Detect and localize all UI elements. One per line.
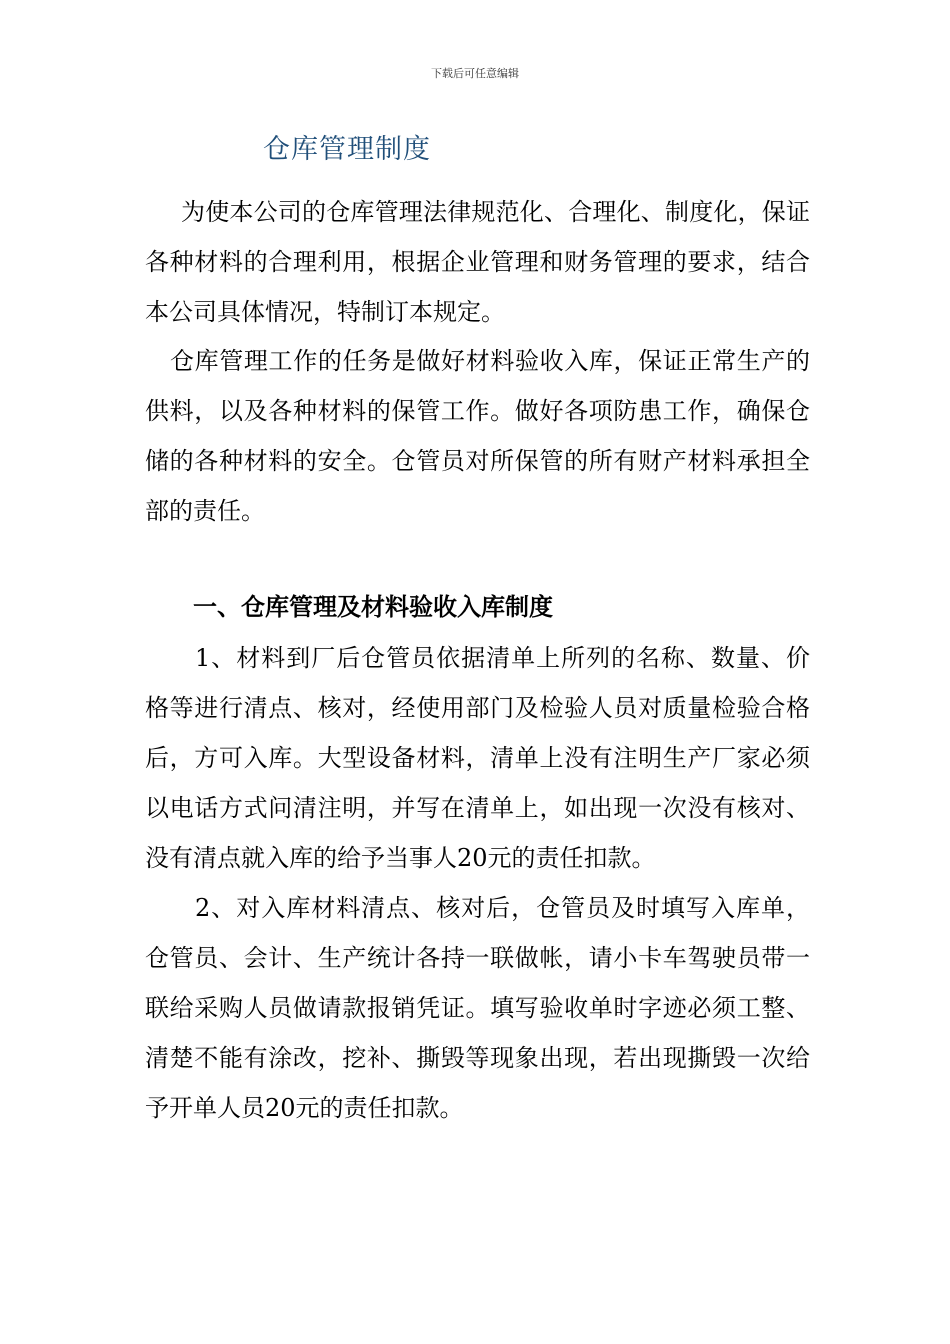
- intro-paragraph-1-block: [145, 187, 810, 337]
- clause-1: 1、材料到厂后仓管员依据清单上所列的名称、数量、价格等进行清点、核对，经使用部门及检验人员对质量检验合格后，方可入库。大型设备材料，清单上没有注明生产厂家必须以电话方式问清注明，并写在清单上，如出现一次没有核对、没有清点就入库的给予当事人20元的责任扣款。: [145, 644, 810, 872]
- section-heading: 一、仓库管理及材料验收入库制度: [193, 592, 553, 621]
- intro-paragraph-2: 仓库管理工作的任务是做好材料验收入库，保证正常生产的供料，以及各种材料的保管工作。做好各项防患工作，确保仓储的各种材料的安全。仓管员对所保管的所有财产材料承担全部的责任。: [145, 347, 810, 525]
- intro-paragraph-1: 为使本公司的仓库管理法律规范化、合理化、制度化，保证各种材料的合理利用，根据企业管理和财务管理的要求，结合本公司具体情况，特制订本规定。: [145, 198, 810, 326]
- header-note: 下载后可任意编辑: [431, 67, 519, 80]
- section-clauses: [145, 633, 810, 1133]
- intro-paragraph-2-block: [145, 336, 810, 536]
- clause-2: 2、对入库材料清点、核对后，仓管员及时填写入库单，仓管员、会计、生产统计各持一联做帐，请小卡车驾驶员带一联给采购人员做请款报销凭证。填写验收单时字迹必须工整、清楚不能有涂改，挖补、撕毁等现象出现，若出现撕毁一次给予开单人员20元的责任扣款。: [145, 894, 810, 1122]
- document-title: 仓库管理制度: [263, 134, 431, 165]
